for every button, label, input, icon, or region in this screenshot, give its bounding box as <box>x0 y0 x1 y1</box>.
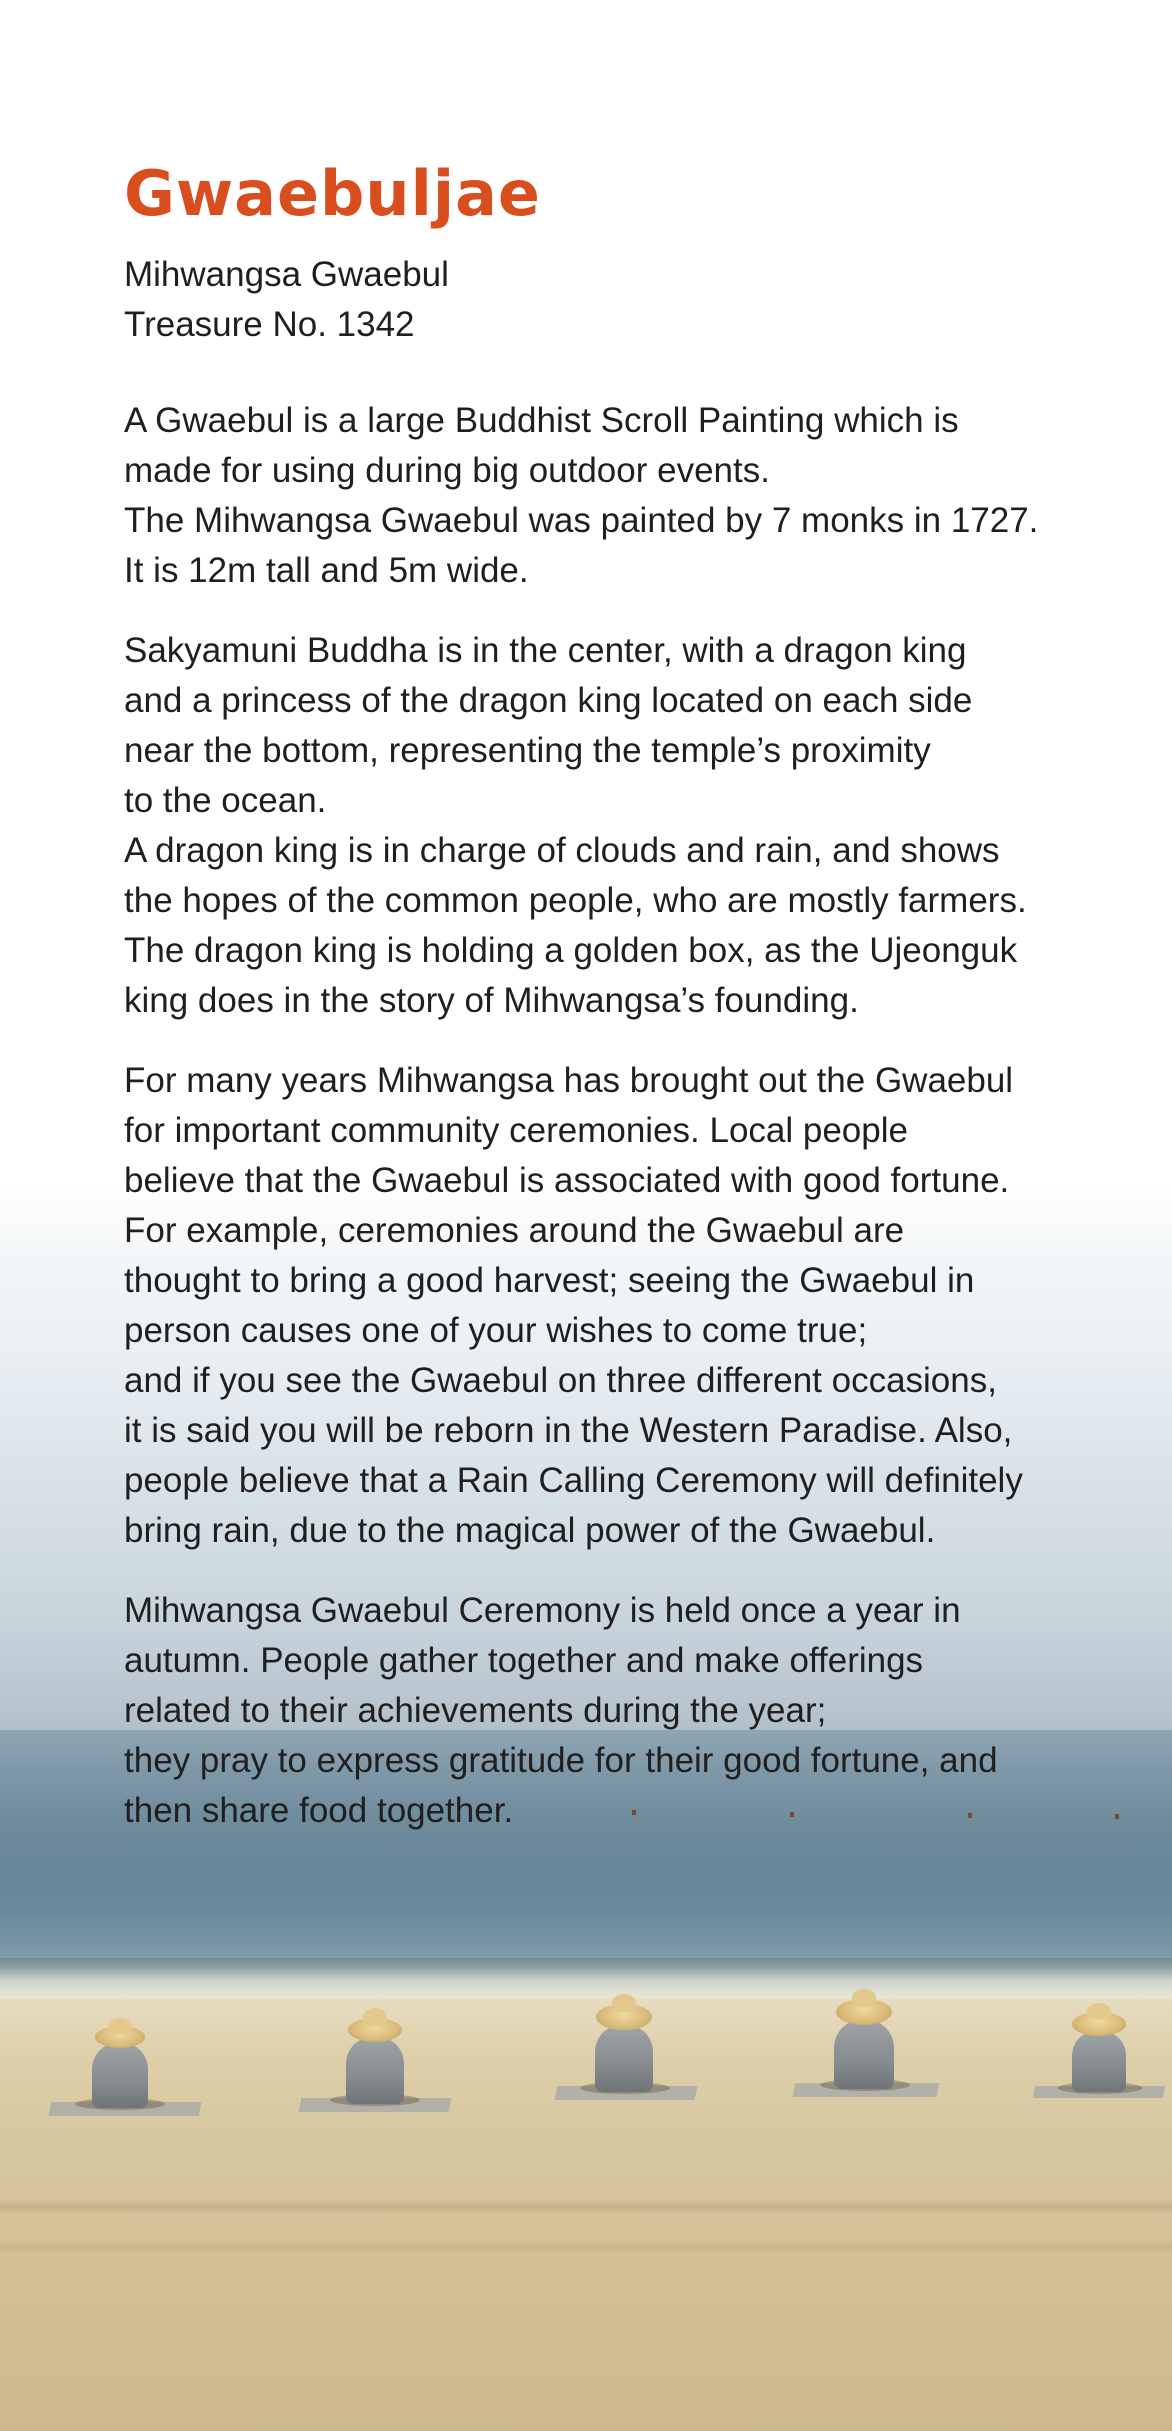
text-line: to the ocean. <box>124 781 327 820</box>
surf-line <box>0 1958 1172 1998</box>
text-line: The dragon king is holding a golden box, as the Ujeonguk <box>124 931 1018 970</box>
paragraph-beliefs <box>124 1056 1023 1556</box>
subtitle-treasure-number: Treasure No. 1342 <box>124 305 415 344</box>
text-line: and a princess of the dragon king located on each side <box>124 681 973 720</box>
text-line: person causes one of your wishes to come true; <box>124 1311 868 1350</box>
paragraph-intro <box>124 396 1038 596</box>
text-line: believe that the Gwaebul is associated with good fortune. <box>124 1161 1010 1200</box>
text-line: bring rain, due to the magical power of the Gwaebul. <box>124 1511 936 1550</box>
text-line: then share food together. <box>124 1791 514 1830</box>
text-line: thought to bring a good harvest; seeing the Gwaebul in <box>124 1261 975 1300</box>
text-line: made for using during big outdoor events. <box>124 451 770 490</box>
text-line: they pray to express gratitude for their good fortune, and <box>124 1741 998 1780</box>
text-line: king does in the story of Mihwangsa’s founding. <box>124 981 859 1020</box>
text-line: the hopes of the common people, who are mostly farmers. <box>124 881 1027 920</box>
subtitle-block <box>124 250 449 350</box>
text-line: Sakyamuni Buddha is in the center, with a dragon king <box>124 631 967 670</box>
text-line: A Gwaebul is a large Buddhist Scroll Painting which is <box>124 401 959 440</box>
text-line: For example, ceremonies around the Gwaebul are <box>124 1211 905 1250</box>
text-line: for important community ceremonies. Local people <box>124 1111 908 1150</box>
sand-ripple <box>0 2240 1172 2254</box>
text-line: It is 12m tall and 5m wide. <box>124 551 529 590</box>
text-line: it is said you will be reborn in the Western Paradise. Also, <box>124 1411 1013 1450</box>
sand-beach <box>0 1998 1172 2431</box>
text-line: The Mihwangsa Gwaebul was painted by 7 monks in 1727. <box>124 501 1039 540</box>
text-line: For many years Mihwangsa has brought out the Gwaebul <box>124 1061 1014 1100</box>
text-line: related to their achievements during the year; <box>124 1691 827 1730</box>
text-line: near the bottom, representing the temple’s proximity <box>124 731 931 770</box>
page-title: Gwaebuljae <box>124 157 541 230</box>
text-line: autumn. People gather together and make offerings <box>124 1641 924 1680</box>
subtitle-name: Mihwangsa Gwaebul <box>124 255 449 294</box>
paragraph-ceremony <box>124 1586 998 1836</box>
text-line: people believe that a Rain Calling Ceremony will definitely <box>124 1461 1023 1500</box>
distant-boat <box>1115 1814 1119 1819</box>
text-line: Mihwangsa Gwaebul Ceremony is held once a year in <box>124 1591 961 1630</box>
sand-ripple <box>0 2200 1172 2214</box>
text-line: and if you see the Gwaebul on three different occasions, <box>124 1361 997 1400</box>
paragraph-description <box>124 626 1027 1026</box>
text-line: A dragon king is in charge of clouds and rain, and shows <box>124 831 1000 870</box>
